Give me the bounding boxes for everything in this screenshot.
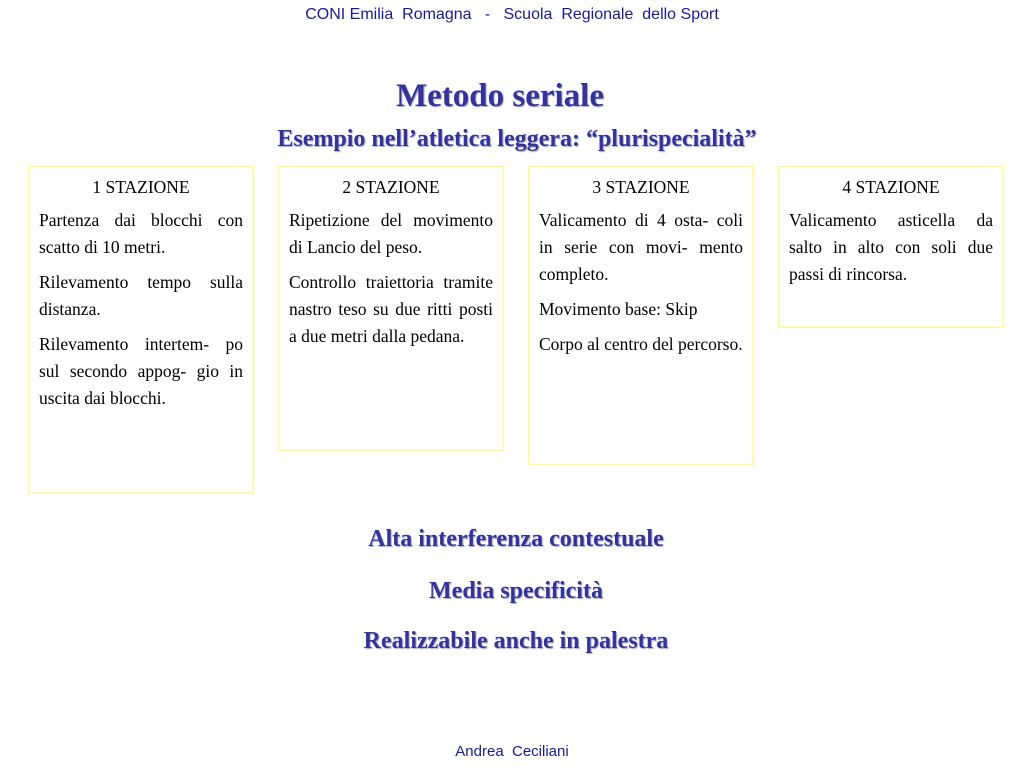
station-paragraph: Partenza dai blocchi con scatto di 10 metri.	[39, 210, 243, 257]
station-paragraph: Movimento base: Skip	[539, 299, 698, 319]
station-paragraph: Corpo al centro del percorso.	[539, 334, 743, 354]
station-box-2	[278, 166, 504, 451]
station-title: 4 STAZIONE	[842, 177, 940, 197]
station-title: 1 STAZIONE	[92, 177, 190, 197]
slide-footer: Andrea Ceciliani	[455, 743, 569, 760]
slide-subtitle: Esempio nell’atletica leggera: “plurispecialità”	[277, 126, 757, 152]
station-box-4	[778, 166, 1004, 328]
station-box-3	[528, 166, 754, 465]
slide-header: CONI Emilia Romagna - Scuola Regionale dello Sport	[305, 6, 719, 23]
conclusion-line: Alta interferenza contestuale	[368, 526, 664, 552]
station-title: 3 STAZIONE	[592, 177, 690, 197]
station-paragraph: Valicamento di 4 osta- coli in serie con movi- mento completo.	[539, 210, 743, 284]
conclusion-line: Realizzabile anche in palestra	[363, 628, 669, 654]
station-box-1	[28, 166, 254, 493]
station-paragraph: Controllo traiettoria tramite nastro teso su due ritti posti a due metri dalla pedana.	[289, 272, 493, 346]
station-paragraph: Rilevamento intertem- po sul secondo appog- gio in uscita dai blocchi.	[39, 334, 243, 408]
station-paragraph: Valicamento asticella da salto in alto con soli due passi di rincorsa.	[789, 210, 993, 284]
conclusion-line: Media specificità	[429, 578, 603, 604]
station-paragraph: Rilevamento tempo sulla distanza.	[39, 272, 243, 319]
station-title: 2 STAZIONE	[342, 177, 440, 197]
slide-title: Metodo seriale	[395, 78, 604, 114]
station-paragraph: Ripetizione del movimento di Lancio del peso.	[289, 210, 493, 257]
